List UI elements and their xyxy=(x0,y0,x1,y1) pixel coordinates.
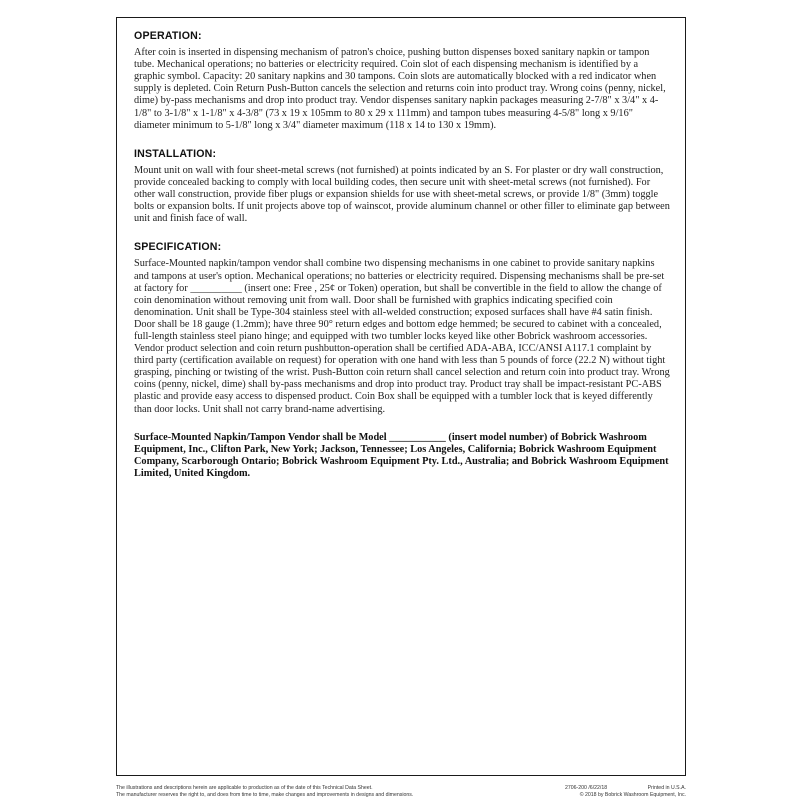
copyright: © 2018 by Bobrick Washroom Equipment, Inc. xyxy=(579,791,686,798)
operation-text: After coin is inserted in dispensing mechanism of patron's choice, pushing button dispenses boxed sanitary napkin or tampon tube. Mechanical operations; no batteries or electricity required. Coin slot of each dispensing mechanism is identified by a graphic symbol. Capacity: 20 sanitary napkins and 30 tampons. Coin slots are automatically blocked with a red indicator when supply is depleted. Coin Return Push-Button cancels the selection and returns coin into product tray. Wrong coins (penny, nickel, dime) by-pass mechanisms and drop into product tray. Vendor dispenses sanitary napkin packages measuring 2-7/8" x 3/4" x 4-1/8" to 3-1/8" x 1-1/8" x 4-3/8" (73 x 19 x 105mm to 80 x 29 x 111mm) and tampon tubes measuring 4-5/8" long x 9/16" diameter minimum to 5-1/8" long x 3/4" diameter maximum (118 x 14 to 130 x 19mm). xyxy=(134,47,666,131)
model-statement: Surface-Mounted Napkin/Tampon Vendor shall be Model ___________ (insert model number) of Bobrick Washroom Equipment, Inc., Clifton Park, New York; Jackson, Tennessee; Los Angeles, California; Bobrick Washroom Equipment Company, Scarborough Ontario; Bobrick Washroom Equipment Pty. Ltd., Australia; and Bobrick Washroom Equipment Limited, United Kingdom. xyxy=(134,431,669,479)
footer-disclaimer xyxy=(116,785,496,798)
disclaimer-line-2: The manufacturer reserves the right to, and does from time to time, make changes and improvements in designs and dimensions. xyxy=(116,791,414,798)
data-sheet-frame xyxy=(116,17,686,776)
data-sheet-content xyxy=(134,30,671,480)
printed-in: Printed in U.S.A. xyxy=(647,785,686,791)
installation-text: Mount unit on wall with four sheet-metal screws (not furnished) at points indicated by an S. For plaster or dry wall construction, provide concealed backing to comply with local building codes, then secure unit with sheet-metal screws (not furnished). For other wall construction, provide fiber plugs or expansion shields for use with sheet-metal screws, or provide 1/8" (3mm) toggle bolts or expansion bolts. If unit projects above top of wainscot, provide aluminum channel or other filler to eliminate gap between unit and finish face of wall. xyxy=(134,164,670,225)
specification-heading: SPECIFICATION: xyxy=(134,241,222,254)
operation-heading: OPERATION: xyxy=(134,30,202,42)
specification-text: Surface-Mounted napkin/tampon vendor shall combine two dispensing mechanisms in one cabinet to provide sanitary napkins and tampons at user's option. Mechanical operations; no batteries or electricity required. Dispensing mechanisms shall be pre-set at factory for __________ (insert one: Free , 25¢ or Token) operation, but shall be convertible in the field to allow the change of coin denomination without removing unit from wall. Door shall be furnished with graphics indicating specified coin denomination. Unit shall be Type-304 stainless steel with all-welded construction; exposed surfaces shall have #4 satin finish. Door shall be 18 gauge (1.2mm); have three 90° return edges and bottom edge hemmed; be secured to cabinet with a concealed, full-length stainless steel piano hinge; and equipped with two tumbler locks keyed like other Bobrick washroom accessories. Vendor product selection and coin return pushbutton-operation shall be certified ADA-ABA, ICC/ANSI A117.1 complaint by third party (certification available on request) for operation with one hand with less than 5 pounds of force (22.2 N) without tight grasping, pinching or twisting of the wrist. Push-Button coin return shall cancel selection and return coin into product tray. Wrong coins (penny, nickel, dime) shall by-pass mechanisms and drop into product tray. Product tray shall be impact-resistant PC-ABS plastic and provide easy access to dispensed product. Coin Box shall be equipped with a tumbler lock that is keyed differently than door locks. Unit shall not carry brand-name advertising. xyxy=(134,258,670,415)
document-number: 2706-200 /6/22/18 xyxy=(565,785,608,791)
disclaimer-line-1: The illustrations and descriptions herein are applicable to production as of the date of this Technical Data Sheet. xyxy=(116,785,373,791)
installation-heading: INSTALLATION: xyxy=(134,147,217,160)
